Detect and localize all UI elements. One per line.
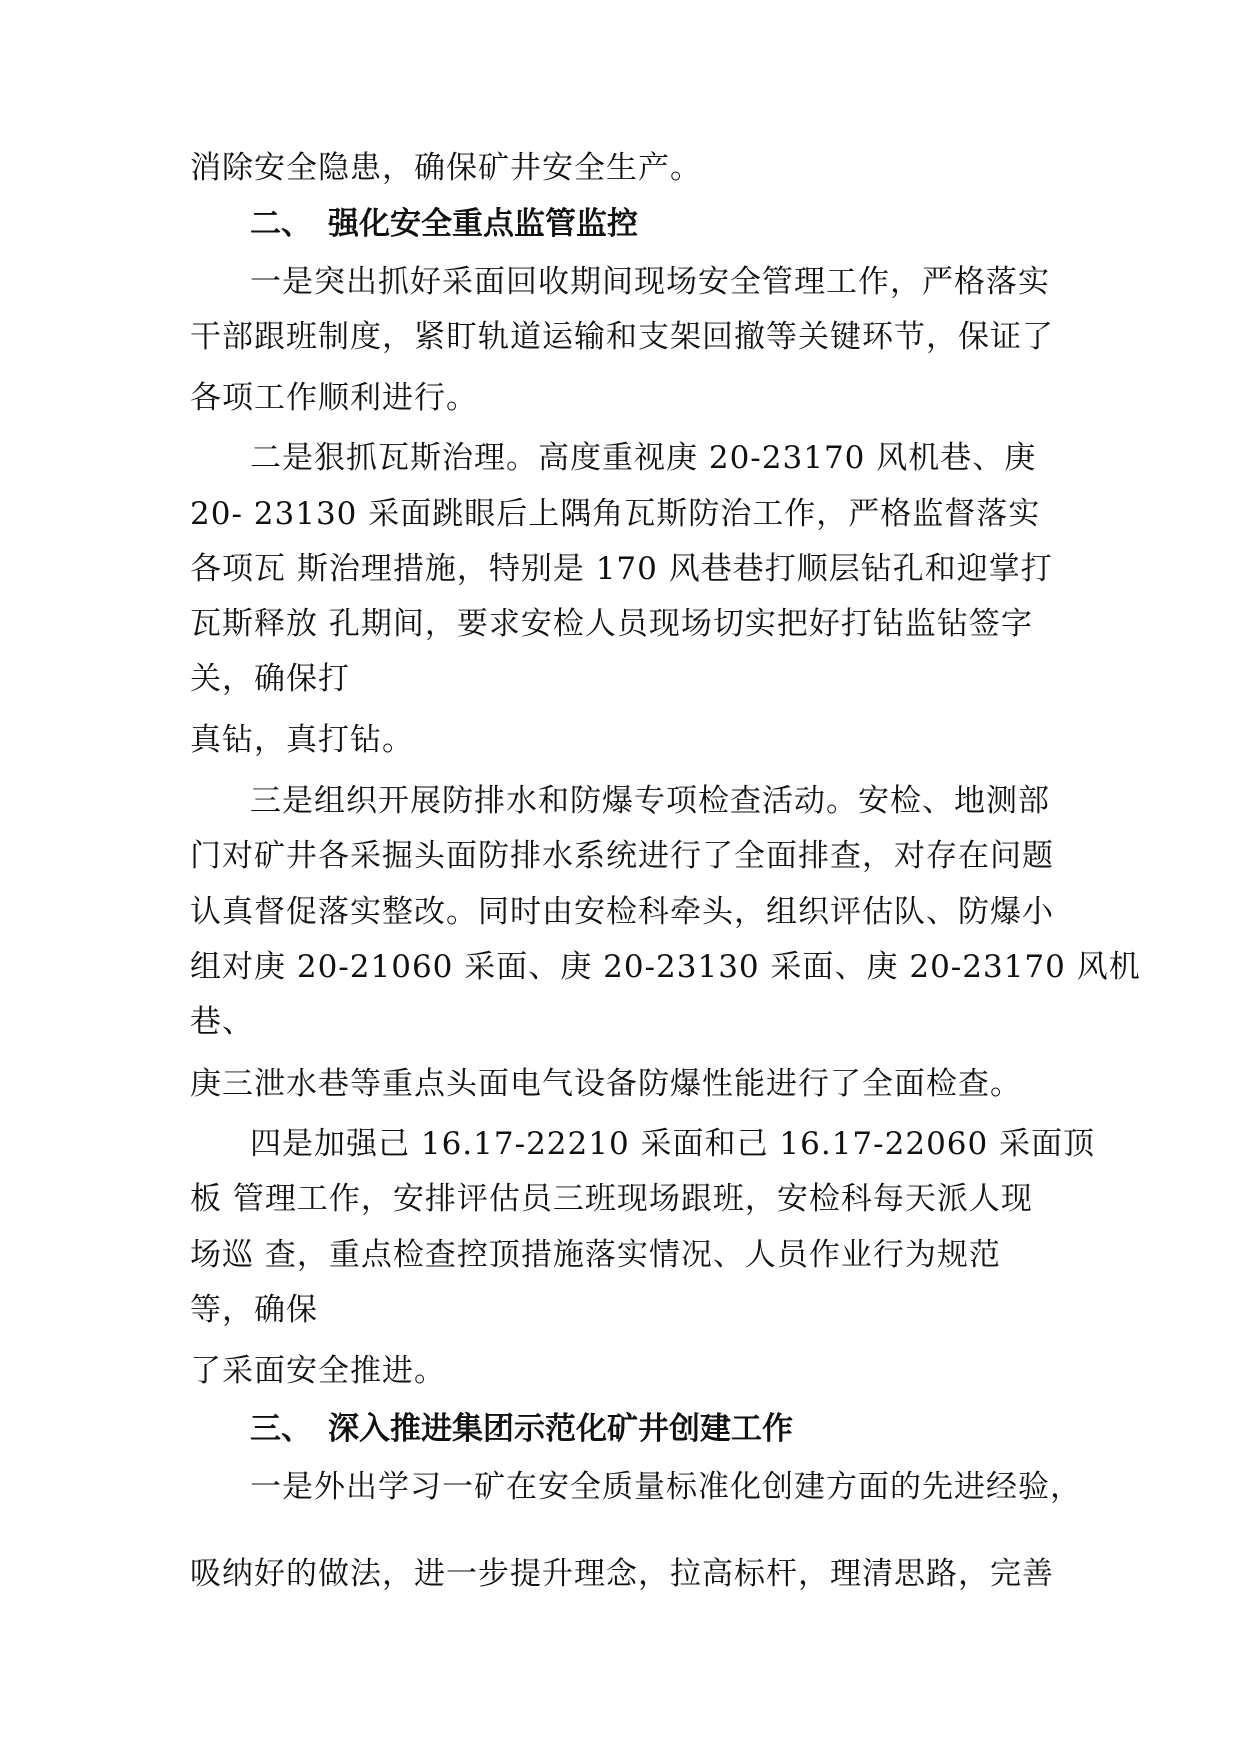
paragraph-line: 吸纳好的做法，进一步提升理念，拉高标杆，理清思路，完善 <box>190 1556 1054 1592</box>
paragraph-line: 等，确保 <box>190 1292 318 1328</box>
heading-number: 二、 <box>250 206 312 242</box>
paragraph-line: 一是突出抓好采面回收期间现场安全管理工作，严格落实 <box>250 264 1050 300</box>
paragraph-line: 20- 23130 采面跳眼后上隅角瓦斯防治工作，严格监督落实 <box>190 496 1041 532</box>
paragraph-line: 组对庚 20-21060 采面、庚 20-23130 采面、庚 20-23170 风机 <box>190 949 1141 985</box>
paragraph-line: 各项瓦 斯治理措施，特别是 170 风巷巷打顺层钻孔和迎掌打 <box>190 551 1053 587</box>
section-heading <box>250 1403 793 1448</box>
paragraph-line: 认真督促落实整改。同时由安检科牵头，组织评估队、防爆小 <box>190 894 1054 930</box>
heading-title: 强化安全重点监管监控 <box>328 206 638 242</box>
paragraph-line: 三是组织开展防排水和防爆专项检查活动。安检、地测部 <box>250 783 1050 819</box>
heading-title: 深入推进集团示范化矿井创建工作 <box>328 1411 793 1447</box>
paragraph-line: 真钻，真打钻。 <box>190 722 414 758</box>
paragraph-line: 干部跟班制度，紧盯轨道运输和支架回撤等关键环节，保证了 <box>190 319 1054 355</box>
paragraph-line: 庚三泄水巷等重点头面电气设备防爆性能进行了全面检查。 <box>190 1066 1022 1102</box>
paragraph-line: 场巡 查，重点检查控顶措施落实情况、人员作业行为规范 <box>190 1237 1001 1273</box>
paragraph-line: 门对矿井各采掘头面防排水系统进行了全面排查，对存在问题 <box>190 838 1054 874</box>
paragraph-line: 二是狠抓瓦斯治理。高度重视庚 20-23170 风机巷、庚 <box>250 440 1037 476</box>
paragraph-line: 一是外出学习一矿在安全质量标准化创建方面的先进经验， <box>250 1469 1082 1505</box>
paragraph-line: 四是加强己 16.17-22210 采面和己 16.17-22060 采面顶 <box>250 1126 1096 1162</box>
paragraph-line: 各项工作顺利进行。 <box>190 380 478 416</box>
heading-number: 三、 <box>250 1411 312 1447</box>
paragraph-line: 了采面安全推进。 <box>190 1353 446 1389</box>
paragraph-line: 板 管理工作，安排评估员三班现场跟班，安检科每天派人现 <box>190 1181 1033 1217</box>
section-heading <box>250 198 638 243</box>
paragraph-line: 巷、 <box>190 1004 254 1040</box>
paragraph-line: 瓦斯释放 孔期间，要求安检人员现场切实把好打钻监钻签字 <box>190 606 1033 642</box>
paragraph-line: 消除安全隐患，确保矿井安全生产。 <box>190 150 702 186</box>
paragraph-line: 关，确保打 <box>190 661 350 697</box>
